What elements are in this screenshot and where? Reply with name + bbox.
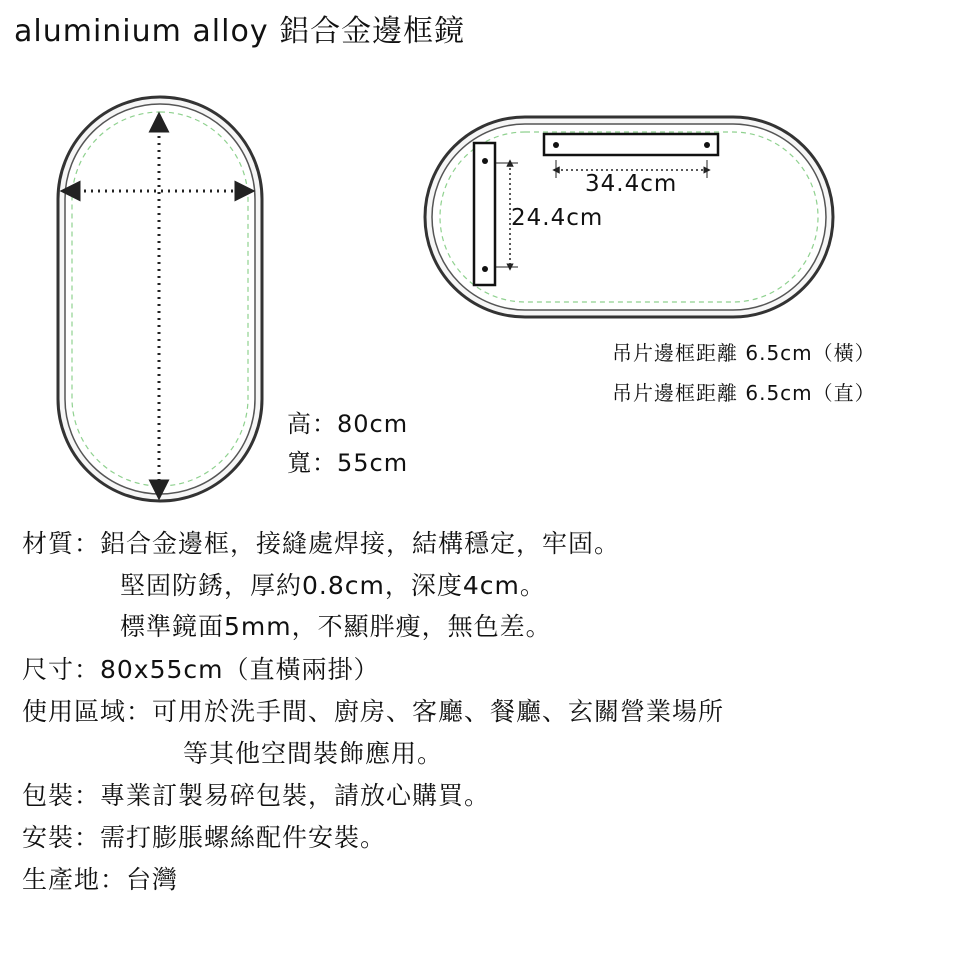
bar-width-label: 34.4cm	[585, 171, 678, 197]
vertical-hanger-bar	[474, 143, 495, 285]
hanger-note-vertical: 吊片邊框距離 6.5cm（直）	[612, 381, 876, 405]
horizontal-hanger-screw-right	[704, 142, 710, 148]
horizontal-hanger-bar	[544, 134, 718, 155]
spec-origin: 生產地：台灣	[22, 865, 179, 894]
width-label: 寬：55cm	[287, 449, 409, 477]
portrait-mirror	[58, 97, 262, 501]
landscape-mirror	[425, 117, 833, 317]
horizontal-hanger-screw-left	[553, 142, 559, 148]
spec-size: 尺寸：80x55cm（直橫兩掛）	[22, 655, 380, 684]
spec-usage: 使用區域：可用於洗手間、廚房、客廳、餐廳、玄關營業場所	[22, 697, 725, 726]
spec-material-line3: 標準鏡面5mm，不顯胖瘦，無色差。	[120, 612, 552, 641]
spec-packaging: 包裝：專業訂製易碎包裝，請放心購買。	[22, 781, 491, 810]
spec-installation: 安裝：需打膨脹螺絲配件安裝。	[22, 823, 387, 852]
spec-material-line2: 堅固防銹，厚約0.8cm，深度4cm。	[120, 571, 546, 600]
bar-height-label: 24.4cm	[511, 205, 604, 231]
height-label: 高：80cm	[287, 410, 409, 438]
spec-material: 材質：鋁合金邊框，接縫處焊接，結構穩定，牢固。	[22, 529, 621, 558]
vertical-hanger-screw-top	[482, 158, 488, 164]
spec-usage-line2: 等其他空間裝飾應用。	[183, 739, 444, 768]
page-title: aluminium alloy 鋁合金邊框鏡	[14, 14, 466, 49]
hanger-note-horizontal: 吊片邊框距離 6.5cm（橫）	[612, 341, 876, 365]
vertical-hanger-screw-bottom	[482, 266, 488, 272]
